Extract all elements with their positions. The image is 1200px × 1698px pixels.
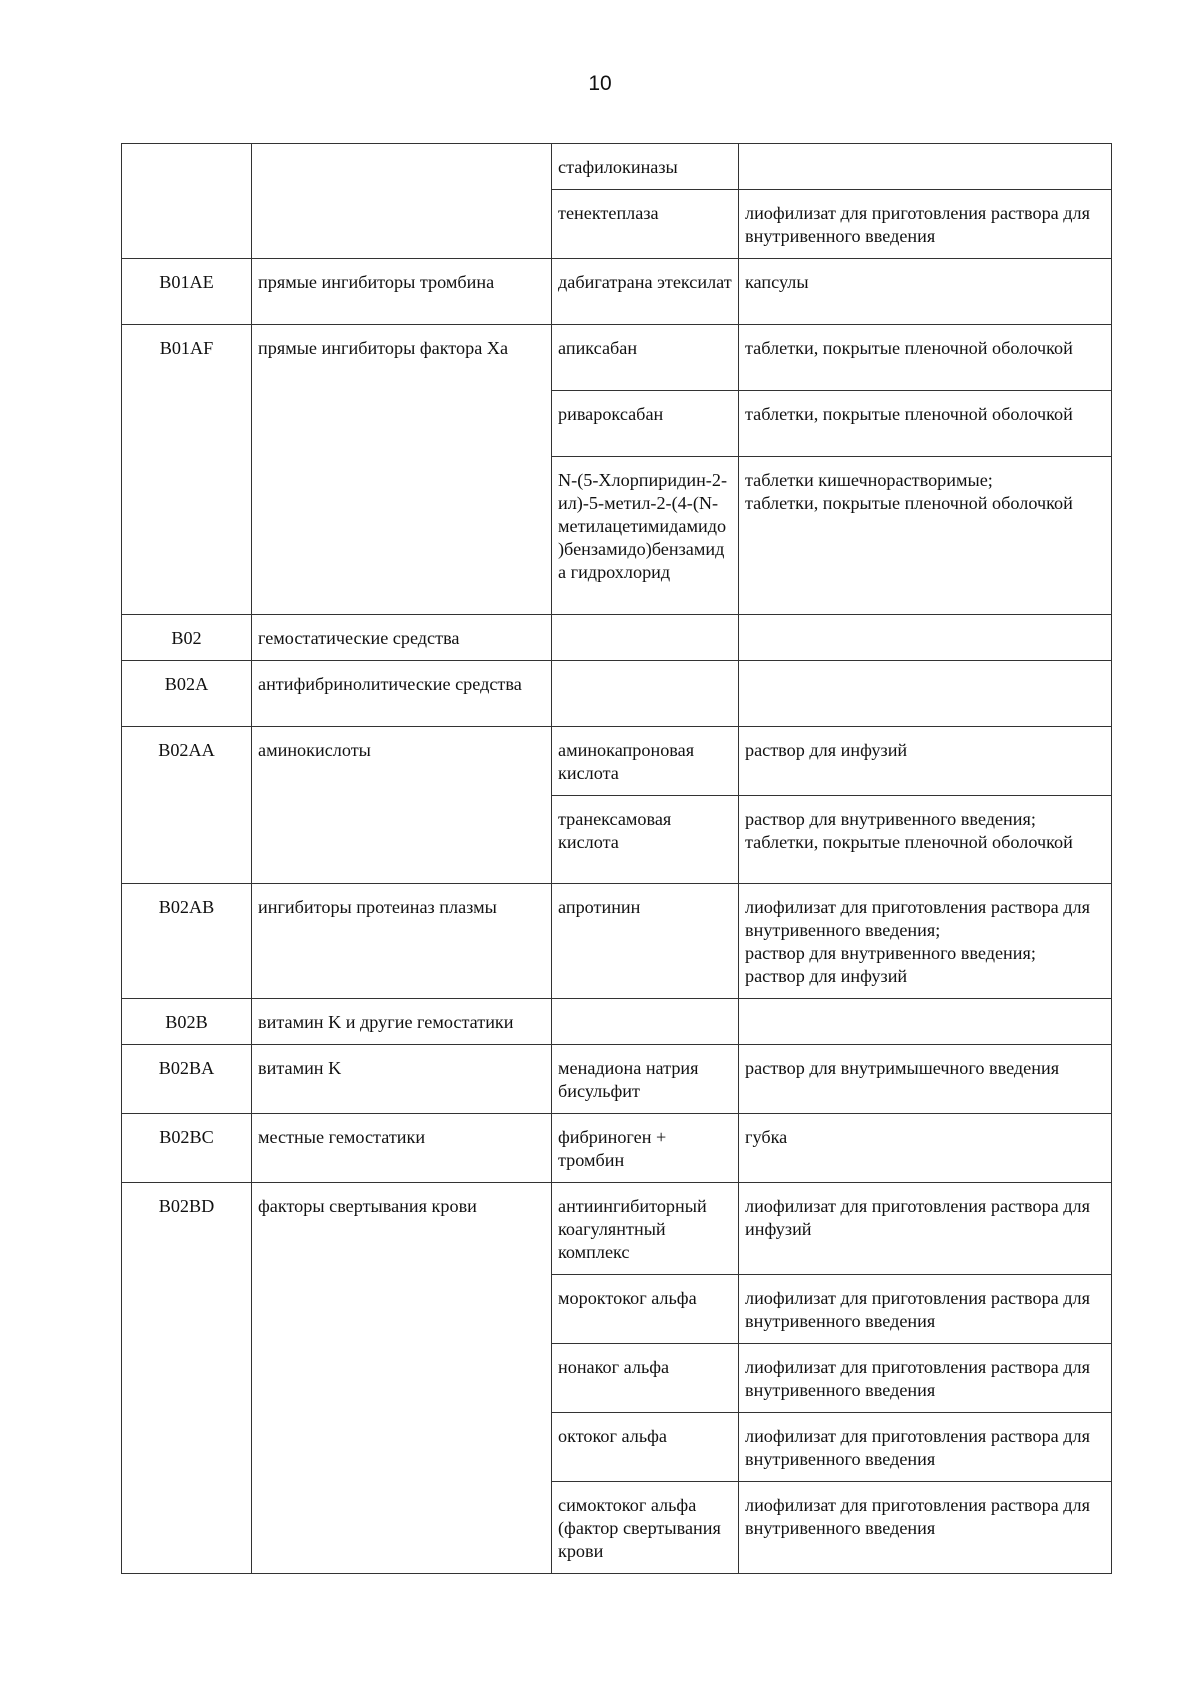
- group-cell: гемостатические средства: [252, 615, 552, 661]
- table-row: [122, 1045, 1112, 1114]
- group-cell: [252, 144, 552, 259]
- atc-code-cell: B02: [122, 615, 252, 661]
- drug-name-cell: транексамовая кислота: [552, 796, 739, 884]
- dosage-form-cell: [739, 999, 1112, 1045]
- table-row: [122, 615, 1112, 661]
- drug-name-cell: N-(5-Хлорпиридин-2-ил)-5-метил-2-(4-(N-метилацетимидамидо)бензамидо)бензамида гидрохлорид: [552, 457, 739, 615]
- dosage-form-cell: раствор для инфузий: [739, 727, 1112, 796]
- drug-name-cell: фибриноген + тромбин: [552, 1114, 739, 1183]
- drug-name-cell: октоког альфа: [552, 1413, 739, 1482]
- table-row: [122, 727, 1112, 796]
- medication-table: [121, 143, 1112, 1574]
- dosage-form-cell: раствор для внутримышечного введения: [739, 1045, 1112, 1114]
- table-row: [122, 1183, 1112, 1275]
- dosage-form-cell: таблетки, покрытые пленочной оболочкой: [739, 391, 1112, 457]
- table-row: [122, 144, 1112, 190]
- drug-name-cell: [552, 661, 739, 727]
- group-cell: ингибиторы протеиназ плазмы: [252, 884, 552, 999]
- atc-code-cell: B02A: [122, 661, 252, 727]
- group-cell: аминокислоты: [252, 727, 552, 884]
- drug-name-cell: симоктоког альфа (фактор свертывания крови: [552, 1482, 739, 1574]
- atc-code-cell: [122, 144, 252, 259]
- dosage-form-cell: лиофилизат для приготовления раствора для внутривенного введения: [739, 1482, 1112, 1574]
- dosage-form-cell: лиофилизат для приготовления раствора для внутривенного введения: [739, 190, 1112, 259]
- drug-name-cell: антиингибиторный коагулянтный комплекс: [552, 1183, 739, 1275]
- atc-code-cell: B02BA: [122, 1045, 252, 1114]
- dosage-form-cell: [739, 144, 1112, 190]
- group-cell: прямые ингибиторы тромбина: [252, 259, 552, 325]
- atc-code-cell: B02AB: [122, 884, 252, 999]
- drug-name-cell: нонаког альфа: [552, 1344, 739, 1413]
- atc-code-cell: B02BC: [122, 1114, 252, 1183]
- drug-name-cell: стафилокиназы: [552, 144, 739, 190]
- page-number: 10: [588, 72, 612, 95]
- table-row: [122, 999, 1112, 1045]
- dosage-form-cell: лиофилизат для приготовления раствора для внутривенного введения; раствор для внутривенного введения; раствор для инфузий: [739, 884, 1112, 999]
- dosage-form-cell: капсулы: [739, 259, 1112, 325]
- dosage-form-cell: лиофилизат для приготовления раствора для внутривенного введения: [739, 1344, 1112, 1413]
- group-cell: витамин K и другие гемостатики: [252, 999, 552, 1045]
- atc-code-cell: B01AF: [122, 325, 252, 615]
- table-row: [122, 661, 1112, 727]
- atc-code-cell: B02B: [122, 999, 252, 1045]
- dosage-form-cell: лиофилизат для приготовления раствора для внутривенного введения: [739, 1413, 1112, 1482]
- dosage-form-cell: [739, 615, 1112, 661]
- table-row: [122, 884, 1112, 999]
- drug-name-cell: дабигатрана этексилат: [552, 259, 739, 325]
- drug-name-cell: аминокапроновая кислота: [552, 727, 739, 796]
- table-row: [122, 1114, 1112, 1183]
- group-cell: прямые ингибиторы фактора Xa: [252, 325, 552, 615]
- drug-name-cell: ривароксабан: [552, 391, 739, 457]
- group-cell: антифибринолитические средства: [252, 661, 552, 727]
- drug-name-cell: [552, 999, 739, 1045]
- group-cell: факторы свертывания крови: [252, 1183, 552, 1574]
- dosage-form-cell: таблетки кишечнорастворимые; таблетки, покрытые пленочной оболочкой: [739, 457, 1112, 615]
- table-row: [122, 259, 1112, 325]
- dosage-form-cell: лиофилизат для приготовления раствора для инфузий: [739, 1183, 1112, 1275]
- dosage-form-cell: таблетки, покрытые пленочной оболочкой: [739, 325, 1112, 391]
- atc-code-cell: B01AE: [122, 259, 252, 325]
- dosage-form-cell: губка: [739, 1114, 1112, 1183]
- table-row: [122, 325, 1112, 391]
- drug-name-cell: тенектеплаза: [552, 190, 739, 259]
- group-cell: местные гемостатики: [252, 1114, 552, 1183]
- dosage-form-cell: лиофилизат для приготовления раствора для внутривенного введения: [739, 1275, 1112, 1344]
- group-cell: витамин K: [252, 1045, 552, 1114]
- dosage-form-cell: раствор для внутривенного введения; таблетки, покрытые пленочной оболочкой: [739, 796, 1112, 884]
- drug-name-cell: [552, 615, 739, 661]
- drug-name-cell: менадиона натрия бисульфит: [552, 1045, 739, 1114]
- drug-name-cell: мороктоког альфа: [552, 1275, 739, 1344]
- drug-name-cell: апротинин: [552, 884, 739, 999]
- dosage-form-cell: [739, 661, 1112, 727]
- drug-name-cell: апиксабан: [552, 325, 739, 391]
- atc-code-cell: B02BD: [122, 1183, 252, 1574]
- atc-code-cell: B02AA: [122, 727, 252, 884]
